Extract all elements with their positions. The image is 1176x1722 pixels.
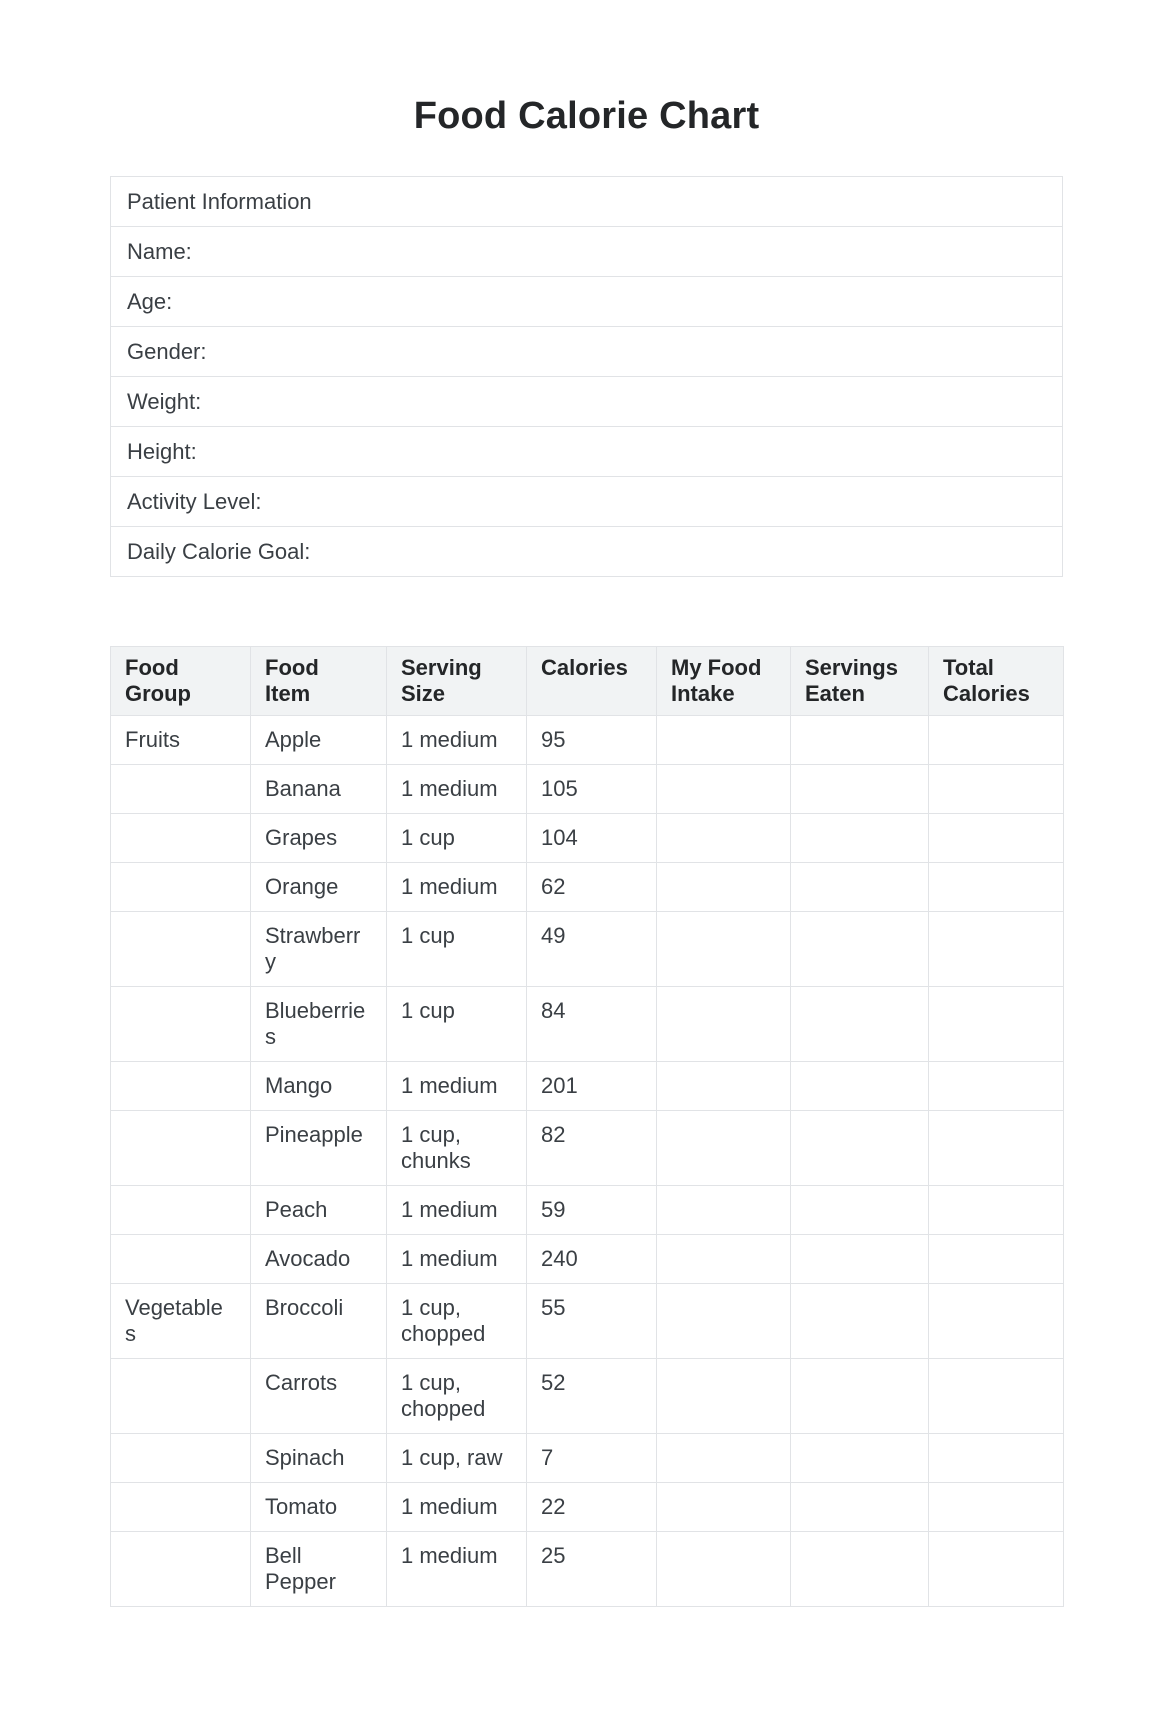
cell-food-item-text: Apple <box>265 727 322 752</box>
cell-total-calories[interactable] <box>929 912 1064 987</box>
patient-field-daily-calorie-goal-row <box>111 527 1063 577</box>
cell-serving-size <box>387 1186 527 1235</box>
cell-calories <box>527 1532 657 1607</box>
cell-food-group <box>111 1186 251 1235</box>
column-header-total-calories-label: Total Calories <box>943 655 1030 706</box>
column-header-my-food-intake-label: My Food Intake <box>671 655 762 706</box>
cell-serving-size-text: 1 cup <box>401 825 455 850</box>
document <box>110 92 1063 1607</box>
cell-total-calories[interactable] <box>929 765 1064 814</box>
food-calorie-table <box>110 646 1064 1607</box>
cell-food-group <box>111 1359 251 1434</box>
cell-food-group <box>111 1111 251 1186</box>
cell-calories <box>527 1186 657 1235</box>
cell-my-food-intake[interactable] <box>657 1483 791 1532</box>
patient-field-gender-label: Gender: <box>127 339 207 364</box>
cell-total-calories[interactable] <box>929 1532 1064 1607</box>
cell-food-item <box>251 814 387 863</box>
cell-my-food-intake[interactable] <box>657 1532 791 1607</box>
patient-info-table <box>110 176 1063 577</box>
cell-my-food-intake[interactable] <box>657 863 791 912</box>
food-table-row <box>111 1532 1064 1607</box>
page-title: Food Calorie Chart <box>413 95 760 137</box>
cell-serving-size-text: 1 cup, chopped <box>401 1295 486 1346</box>
food-table-row <box>111 1483 1064 1532</box>
food-table-row <box>111 912 1064 987</box>
cell-food-item-text: Pineapple <box>265 1122 363 1147</box>
patient-field-daily-calorie-goal-cell[interactable] <box>111 527 1063 577</box>
cell-food-group <box>111 912 251 987</box>
page-root <box>0 92 1176 1722</box>
cell-total-calories[interactable] <box>929 814 1064 863</box>
cell-food-group <box>111 1434 251 1483</box>
cell-food-group <box>111 765 251 814</box>
cell-servings-eaten[interactable] <box>791 987 929 1062</box>
cell-food-item <box>251 863 387 912</box>
patient-field-height-row <box>111 427 1063 477</box>
cell-food-item <box>251 1434 387 1483</box>
cell-my-food-intake[interactable] <box>657 1359 791 1434</box>
cell-food-group-text: Fruits <box>125 727 180 752</box>
cell-calories <box>527 987 657 1062</box>
patient-field-activity-level-row <box>111 477 1063 527</box>
cell-serving-size-text: 1 medium <box>401 1543 498 1568</box>
patient-field-weight-row <box>111 377 1063 427</box>
food-table-row <box>111 1111 1064 1186</box>
cell-serving-size <box>387 1062 527 1111</box>
cell-total-calories[interactable] <box>929 716 1064 765</box>
cell-calories <box>527 1284 657 1359</box>
patient-field-age-cell[interactable] <box>111 277 1063 327</box>
food-table-row <box>111 1284 1064 1359</box>
cell-serving-size <box>387 1359 527 1434</box>
cell-calories <box>527 912 657 987</box>
patient-info-section-cell <box>111 177 1063 227</box>
cell-serving-size <box>387 814 527 863</box>
cell-food-item <box>251 1284 387 1359</box>
cell-total-calories[interactable] <box>929 1483 1064 1532</box>
cell-calories-text: 49 <box>541 923 566 948</box>
cell-servings-eaten[interactable] <box>791 1434 929 1483</box>
cell-calories-text: 104 <box>541 825 578 850</box>
cell-serving-size <box>387 1235 527 1284</box>
cell-calories-text: 84 <box>541 998 566 1023</box>
cell-food-item-text: Mango <box>265 1073 333 1098</box>
cell-serving-size <box>387 1483 527 1532</box>
cell-servings-eaten[interactable] <box>791 1483 929 1532</box>
patient-field-age-label: Age: <box>127 289 173 314</box>
cell-food-group <box>111 1235 251 1284</box>
food-table-row <box>111 1186 1064 1235</box>
cell-calories <box>527 1483 657 1532</box>
cell-calories-text: 59 <box>541 1197 566 1222</box>
food-table-row <box>111 1359 1064 1434</box>
column-header-serving-size-label: Serving Size <box>401 655 482 706</box>
cell-servings-eaten[interactable] <box>791 1111 929 1186</box>
patient-field-weight-cell[interactable] <box>111 377 1063 427</box>
cell-servings-eaten[interactable] <box>791 1235 929 1284</box>
cell-serving-size-text: 1 medium <box>401 776 498 801</box>
cell-serving-size-text: 1 cup, raw <box>401 1445 503 1470</box>
cell-serving-size <box>387 863 527 912</box>
cell-total-calories[interactable] <box>929 1062 1064 1111</box>
cell-calories-text: 95 <box>541 727 566 752</box>
cell-calories <box>527 863 657 912</box>
cell-serving-size-text: 1 medium <box>401 874 498 899</box>
patient-field-gender-row <box>111 327 1063 377</box>
cell-food-item-text: Grapes <box>265 825 338 850</box>
cell-calories-text: 82 <box>541 1122 566 1147</box>
cell-food-item-text: Strawberry <box>265 923 361 974</box>
cell-food-item <box>251 1186 387 1235</box>
cell-total-calories[interactable] <box>929 987 1064 1062</box>
cell-calories <box>527 1235 657 1284</box>
patient-field-name-row <box>111 227 1063 277</box>
cell-food-item-text: Bell Pepper <box>265 1543 336 1594</box>
patient-field-activity-level-label: Activity Level: <box>127 489 262 514</box>
cell-calories <box>527 765 657 814</box>
cell-food-group-text: Vegetables <box>125 1295 223 1346</box>
cell-serving-size-text: 1 cup, chunks <box>401 1122 471 1173</box>
cell-calories <box>527 814 657 863</box>
cell-total-calories[interactable] <box>929 1434 1064 1483</box>
cell-servings-eaten[interactable] <box>791 1532 929 1607</box>
cell-food-item <box>251 912 387 987</box>
cell-food-item <box>251 1062 387 1111</box>
cell-my-food-intake[interactable] <box>657 1284 791 1359</box>
patient-field-daily-calorie-goal-label: Daily Calorie Goal: <box>127 539 311 564</box>
column-header-food-group <box>111 647 251 716</box>
patient-field-name-cell[interactable] <box>111 227 1063 277</box>
cell-my-food-intake[interactable] <box>657 1235 791 1284</box>
cell-food-item <box>251 765 387 814</box>
food-table-row <box>111 863 1064 912</box>
cell-serving-size <box>387 1532 527 1607</box>
patient-field-name-label: Name: <box>127 239 192 264</box>
cell-food-item <box>251 987 387 1062</box>
cell-food-item <box>251 1532 387 1607</box>
cell-serving-size <box>387 765 527 814</box>
column-header-calories-label: Calories <box>541 655 628 680</box>
patient-info-section-row <box>111 177 1063 227</box>
cell-serving-size-text: 1 medium <box>401 1073 498 1098</box>
column-header-total-calories <box>929 647 1064 716</box>
patient-field-activity-level-cell[interactable] <box>111 477 1063 527</box>
cell-food-item-text: Broccoli <box>265 1295 344 1320</box>
cell-servings-eaten[interactable] <box>791 765 929 814</box>
cell-serving-size-text: 1 cup <box>401 998 455 1023</box>
cell-my-food-intake[interactable] <box>657 1186 791 1235</box>
cell-total-calories[interactable] <box>929 1186 1064 1235</box>
cell-calories-text: 105 <box>541 776 578 801</box>
cell-calories-text: 201 <box>541 1073 578 1098</box>
cell-food-item-text: Peach <box>265 1197 328 1222</box>
column-header-calories <box>527 647 657 716</box>
cell-calories <box>527 716 657 765</box>
cell-food-group <box>111 987 251 1062</box>
cell-serving-size <box>387 987 527 1062</box>
cell-servings-eaten[interactable] <box>791 1186 929 1235</box>
patient-field-age-row <box>111 277 1063 327</box>
cell-total-calories[interactable] <box>929 1235 1064 1284</box>
column-header-food-item-label: Food Item <box>265 655 319 706</box>
column-header-servings-eaten <box>791 647 929 716</box>
cell-calories-text: 62 <box>541 874 566 899</box>
patient-field-height-cell[interactable] <box>111 427 1063 477</box>
column-header-food-group-label: Food Group <box>125 655 191 706</box>
cell-food-item-text: Banana <box>265 776 341 801</box>
patient-info-body <box>111 177 1063 577</box>
cell-servings-eaten[interactable] <box>791 716 929 765</box>
cell-food-item-text: Spinach <box>265 1445 345 1470</box>
cell-food-item <box>251 716 387 765</box>
cell-total-calories[interactable] <box>929 863 1064 912</box>
patient-field-gender-cell[interactable] <box>111 327 1063 377</box>
cell-food-group <box>111 1284 251 1359</box>
cell-food-group <box>111 1532 251 1607</box>
food-table-row <box>111 1062 1064 1111</box>
cell-serving-size-text: 1 medium <box>401 1494 498 1519</box>
cell-total-calories[interactable] <box>929 1111 1064 1186</box>
cell-my-food-intake[interactable] <box>657 814 791 863</box>
cell-my-food-intake[interactable] <box>657 1434 791 1483</box>
cell-food-group <box>111 1483 251 1532</box>
column-header-servings-eaten-label: Servings Eaten <box>805 655 898 706</box>
column-header-food-item <box>251 647 387 716</box>
food-table-row <box>111 814 1064 863</box>
cell-servings-eaten[interactable] <box>791 1284 929 1359</box>
cell-food-item-text: Orange <box>265 874 339 899</box>
cell-food-item <box>251 1111 387 1186</box>
cell-calories <box>527 1111 657 1186</box>
column-header-my-food-intake <box>657 647 791 716</box>
cell-serving-size-text: 1 medium <box>401 1197 498 1222</box>
cell-my-food-intake[interactable] <box>657 1111 791 1186</box>
cell-food-group <box>111 716 251 765</box>
cell-total-calories[interactable] <box>929 1284 1064 1359</box>
patient-field-weight-label: Weight: <box>127 389 202 414</box>
column-header-serving-size <box>387 647 527 716</box>
cell-serving-size <box>387 912 527 987</box>
cell-food-item <box>251 1483 387 1532</box>
food-table-row <box>111 987 1064 1062</box>
cell-calories-text: 22 <box>541 1494 566 1519</box>
cell-servings-eaten[interactable] <box>791 1062 929 1111</box>
food-table-body <box>111 716 1064 1607</box>
patient-field-height-label: Height: <box>127 439 197 464</box>
cell-my-food-intake[interactable] <box>657 912 791 987</box>
cell-calories-text: 25 <box>541 1543 566 1568</box>
cell-my-food-intake[interactable] <box>657 987 791 1062</box>
food-table-row <box>111 1235 1064 1284</box>
cell-serving-size <box>387 1434 527 1483</box>
cell-calories <box>527 1359 657 1434</box>
cell-calories-text: 52 <box>541 1370 566 1395</box>
cell-food-item-text: Avocado <box>265 1246 351 1271</box>
food-table-row <box>111 765 1064 814</box>
cell-food-item-text: Blueberries <box>265 998 366 1049</box>
cell-calories-text: 7 <box>541 1445 554 1470</box>
cell-total-calories[interactable] <box>929 1359 1064 1434</box>
cell-food-group <box>111 814 251 863</box>
cell-servings-eaten[interactable] <box>791 814 929 863</box>
cell-food-item <box>251 1359 387 1434</box>
food-table-row <box>111 716 1064 765</box>
food-table-row <box>111 1434 1064 1483</box>
cell-food-item <box>251 1235 387 1284</box>
cell-my-food-intake[interactable] <box>657 1062 791 1111</box>
cell-servings-eaten[interactable] <box>791 912 929 987</box>
cell-servings-eaten[interactable] <box>791 863 929 912</box>
cell-food-item-text: Carrots <box>265 1370 338 1395</box>
cell-serving-size <box>387 716 527 765</box>
cell-food-group <box>111 863 251 912</box>
cell-serving-size <box>387 1111 527 1186</box>
cell-serving-size <box>387 1284 527 1359</box>
cell-serving-size-text: 1 medium <box>401 1246 498 1271</box>
cell-serving-size-text: 1 medium <box>401 727 498 752</box>
cell-serving-size-text: 1 cup, chopped <box>401 1370 486 1421</box>
patient-info-section-label: Patient Information <box>127 189 312 214</box>
food-table-header <box>111 647 1064 716</box>
cell-servings-eaten[interactable] <box>791 1359 929 1434</box>
cell-calories <box>527 1434 657 1483</box>
cell-food-item-text: Tomato <box>265 1494 338 1519</box>
cell-calories-text: 240 <box>541 1246 578 1271</box>
cell-food-group <box>111 1062 251 1111</box>
food-table-header-row <box>111 647 1064 716</box>
cell-serving-size-text: 1 cup <box>401 923 455 948</box>
cell-calories-text: 55 <box>541 1295 566 1320</box>
cell-calories <box>527 1062 657 1111</box>
cell-my-food-intake[interactable] <box>657 765 791 814</box>
cell-my-food-intake[interactable] <box>657 716 791 765</box>
